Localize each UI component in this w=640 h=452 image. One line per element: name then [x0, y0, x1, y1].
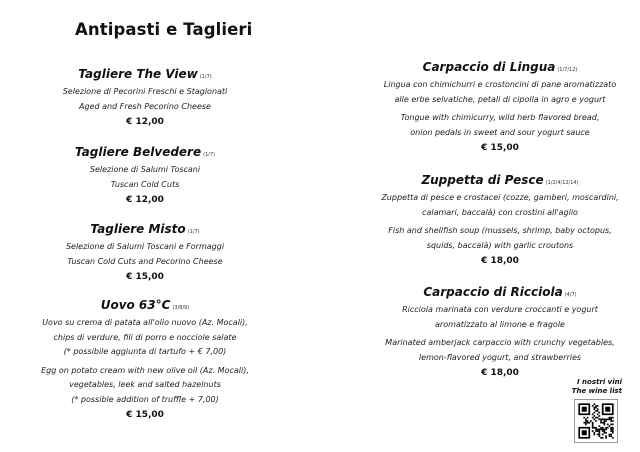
item-name: Uovo 63°C: [100, 298, 171, 312]
item-allergens: (4/7): [564, 292, 577, 298]
item-allergens: (1/2/4/12/14): [545, 180, 579, 186]
menu-item: [368, 59, 632, 155]
item-allergens: (3/8/9): [172, 305, 190, 311]
item-description-it: Ricciola marinata con verdure croccanti e yogurt: [402, 305, 598, 314]
item-allergens: (1/7): [199, 74, 212, 80]
item-name: Tagliere Misto: [90, 222, 186, 236]
menu-item: [20, 297, 270, 422]
item-title: [20, 66, 270, 85]
item-title: [368, 284, 632, 303]
menu-item: [368, 284, 632, 380]
section-title: Antipasti e Taglieri: [75, 20, 253, 39]
item-description-it: chips di verdure, fili di porro e nocciole salate: [53, 332, 237, 342]
item-description-it: aromatizzato al limone e fragole: [435, 319, 565, 329]
item-allergens: (1/7/12): [557, 67, 578, 73]
item-name: Carpaccio di Ricciola: [423, 285, 563, 299]
item-description-it: Selezione di Pecorini Freschi e Stagionati: [62, 87, 228, 96]
item-price: € 12,00: [126, 117, 164, 127]
item-name: Carpaccio di Lingua: [422, 60, 556, 74]
item-description-en: onion pedals in sweet and sour yogurt sauce: [410, 127, 590, 137]
item-allergens: (1/7): [203, 152, 216, 158]
item-description-en: lemon-flavored yogurt, and strawberries: [418, 352, 582, 362]
item-description-en: squids, baccalà) with garlic croutons: [426, 240, 574, 250]
wine-list-qr-code[interactable]: [574, 399, 618, 443]
item-price: € 15,00: [126, 410, 164, 420]
item-allergens: (1/7): [187, 229, 200, 235]
item-title: [20, 144, 270, 163]
item-name: Zuppetta di Pesce: [421, 173, 544, 187]
menu-item: [20, 144, 270, 207]
wine-label-en: The wine list: [571, 387, 622, 395]
menu-item: [20, 221, 270, 284]
item-description-it: Zuppetta di pesce e crostacei (cozze, gamberi, moscardini,: [381, 193, 619, 202]
item-title: [20, 221, 270, 240]
item-price: € 18,00: [481, 256, 519, 266]
menu-item: [368, 172, 632, 268]
wine-label-it: I nostri vini: [577, 378, 622, 386]
item-description-en: Tuscan Cold Cuts: [110, 179, 180, 189]
item-price: € 15,00: [481, 143, 519, 153]
menu-item: [20, 66, 270, 129]
item-price: € 18,00: [481, 368, 519, 378]
item-title: [368, 172, 632, 191]
item-description-en: (* possible addition of truffle + 7,00): [71, 394, 219, 404]
item-name: Tagliere The View: [78, 67, 198, 81]
item-description-en: Fish and shellfish soup (mussels, shrimp, baby octopus,: [388, 226, 612, 235]
item-description-it: alle erbe selvatiche, petali di cipolla in agro e yogurt: [394, 94, 606, 104]
item-price: € 12,00: [126, 195, 164, 205]
item-name: Tagliere Belvedere: [74, 145, 202, 159]
item-title: [368, 59, 632, 78]
item-description-en: Tongue with chimicurry, wild herb flavored bread,: [400, 113, 600, 122]
item-description-en: Marinated amberjack carpaccio with crunchy vegetables,: [385, 338, 615, 347]
item-price: € 15,00: [126, 272, 164, 282]
item-description-it: Lingua con chimichurri e crostoncini di pane aromatizzato: [383, 80, 617, 89]
item-description-en: Tuscan Cold Cuts and Pecorino Cheese: [67, 256, 223, 266]
item-title: [20, 297, 270, 316]
item-description-it: calamari, baccalà) con crostini all'aglio: [422, 207, 578, 217]
item-description-en: vegetables, leek and salted hazelnuts: [69, 380, 221, 389]
item-description-it: Selezione di Salumi Toscani: [89, 165, 201, 174]
item-description-it: Uovo su crema di patata all'olio nuovo (Az. Mocali),: [42, 318, 248, 327]
item-description-it: (* possibile aggiunta di tartufo + € 7,00): [63, 347, 227, 356]
item-description-en: Aged and Fresh Pecorino Cheese: [79, 101, 211, 111]
item-description-en: Egg on potato cream with new olive oil (Az. Mocali),: [41, 365, 249, 375]
item-description-it: Selezione di Salumi Toscani e Formaggi: [65, 242, 225, 251]
